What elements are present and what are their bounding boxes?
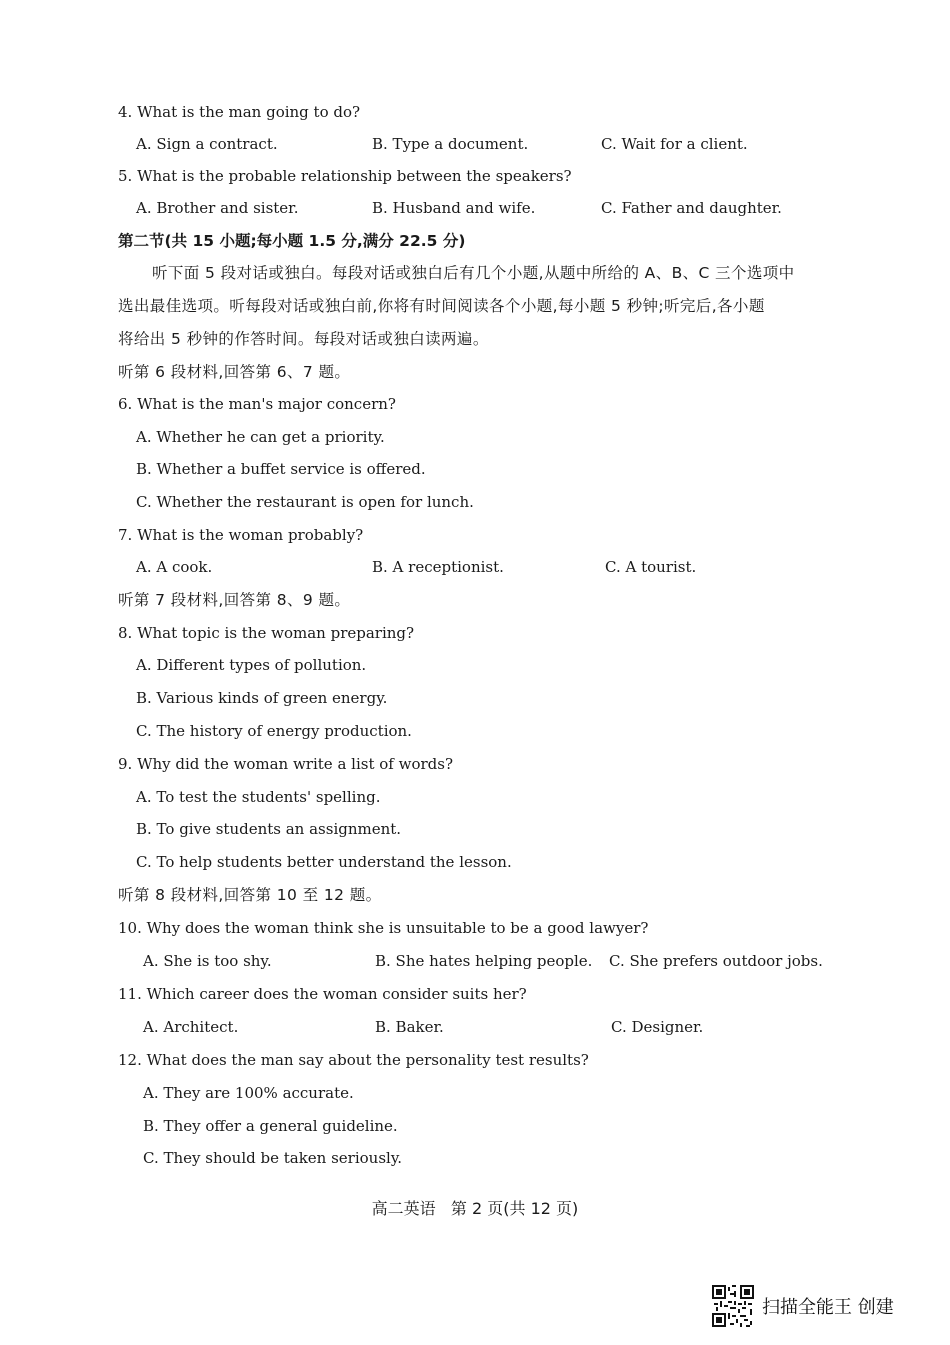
question-7-option-b: B. A receptionist. bbox=[372, 558, 504, 576]
section-2-instruction-line-1: 听下面 5 段对话或独白。每段对话或独白后有几个小题,从题中所给的 A、B、C 三个选项中 bbox=[152, 264, 795, 282]
question-11-option-c: C. Designer. bbox=[611, 1018, 704, 1036]
question-4-option-a: A. Sign a contract. bbox=[136, 135, 278, 153]
page-footer: 高二英语 第 2 页(共 12 页) bbox=[371, 1199, 579, 1218]
question-5-option-b: B. Husband and wife. bbox=[372, 199, 536, 217]
question-8-option-c: C. The history of energy production. bbox=[136, 722, 412, 740]
scanner-watermark bbox=[712, 1286, 894, 1326]
question-11-stem: 11. Which career does the woman consider suits her? bbox=[118, 985, 527, 1003]
question-10-option-b: B. She hates helping people. bbox=[375, 952, 593, 970]
question-6-option-b: B. Whether a buffet service is offered. bbox=[136, 460, 426, 478]
question-12-option-b: B. They offer a general guideline. bbox=[143, 1117, 398, 1135]
question-6-stem: 6. What is the man's major concern? bbox=[118, 395, 396, 413]
question-4-stem: 4. What is the man going to do? bbox=[118, 103, 361, 121]
qr-code-icon bbox=[712, 1285, 754, 1327]
material-6-heading: 听第 6 段材料,回答第 6、7 题。 bbox=[118, 363, 351, 381]
question-7-stem: 7. What is the woman probably? bbox=[118, 526, 364, 544]
question-9-option-b: B. To give students an assignment. bbox=[136, 820, 402, 838]
question-10-option-c: C. She prefers outdoor jobs. bbox=[609, 952, 823, 970]
question-10-option-a: A. She is too shy. bbox=[143, 952, 272, 970]
question-5-option-c: C. Father and daughter. bbox=[601, 199, 782, 217]
section-2-heading: 第二节(共 15 小题;每小题 1.5 分,满分 22.5 分) bbox=[118, 232, 466, 250]
question-9-option-c: C. To help students better understand the lesson. bbox=[136, 853, 512, 871]
question-5-option-a: A. Brother and sister. bbox=[136, 199, 299, 217]
question-5-stem: 5. What is the probable relationship between the speakers? bbox=[118, 167, 572, 185]
question-12-option-c: C. They should be taken seriously. bbox=[143, 1149, 403, 1167]
material-8-heading: 听第 8 段材料,回答第 10 至 12 题。 bbox=[118, 886, 382, 904]
question-6-option-c: C. Whether the restaurant is open for lunch. bbox=[136, 493, 474, 511]
section-2-instruction-line-3: 将给出 5 秒钟的作答时间。每段对话或独白读两遍。 bbox=[118, 330, 489, 348]
question-12-stem: 12. What does the man say about the personality test results? bbox=[118, 1051, 589, 1069]
question-9-stem: 9. Why did the woman write a list of words? bbox=[118, 755, 453, 773]
question-10-stem: 10. Why does the woman think she is unsuitable to be a good lawyer? bbox=[118, 919, 649, 937]
watermark-text: 扫描全能王 创建 bbox=[762, 1297, 894, 1318]
question-8-option-a: A. Different types of pollution. bbox=[136, 656, 367, 674]
question-12-option-a: A. They are 100% accurate. bbox=[143, 1084, 354, 1102]
material-7-heading: 听第 7 段材料,回答第 8、9 题。 bbox=[118, 591, 351, 609]
question-4-option-b: B. Type a document. bbox=[372, 135, 529, 153]
question-7-option-c: C. A tourist. bbox=[605, 558, 697, 576]
question-11-option-a: A. Architect. bbox=[143, 1018, 239, 1036]
question-7-option-a: A. A cook. bbox=[136, 558, 213, 576]
question-6-option-a: A. Whether he can get a priority. bbox=[136, 428, 385, 446]
question-8-option-b: B. Various kinds of green energy. bbox=[136, 689, 388, 707]
question-11-option-b: B. Baker. bbox=[375, 1018, 444, 1036]
question-9-option-a: A. To test the students' spelling. bbox=[136, 788, 381, 806]
question-4-option-c: C. Wait for a client. bbox=[601, 135, 748, 153]
section-2-instruction-line-2: 选出最佳选项。听每段对话或独白前,你将有时间阅读各个小题,每小题 5 秒钟;听完后,各小题 bbox=[118, 297, 765, 315]
question-8-stem: 8. What topic is the woman preparing? bbox=[118, 624, 415, 642]
